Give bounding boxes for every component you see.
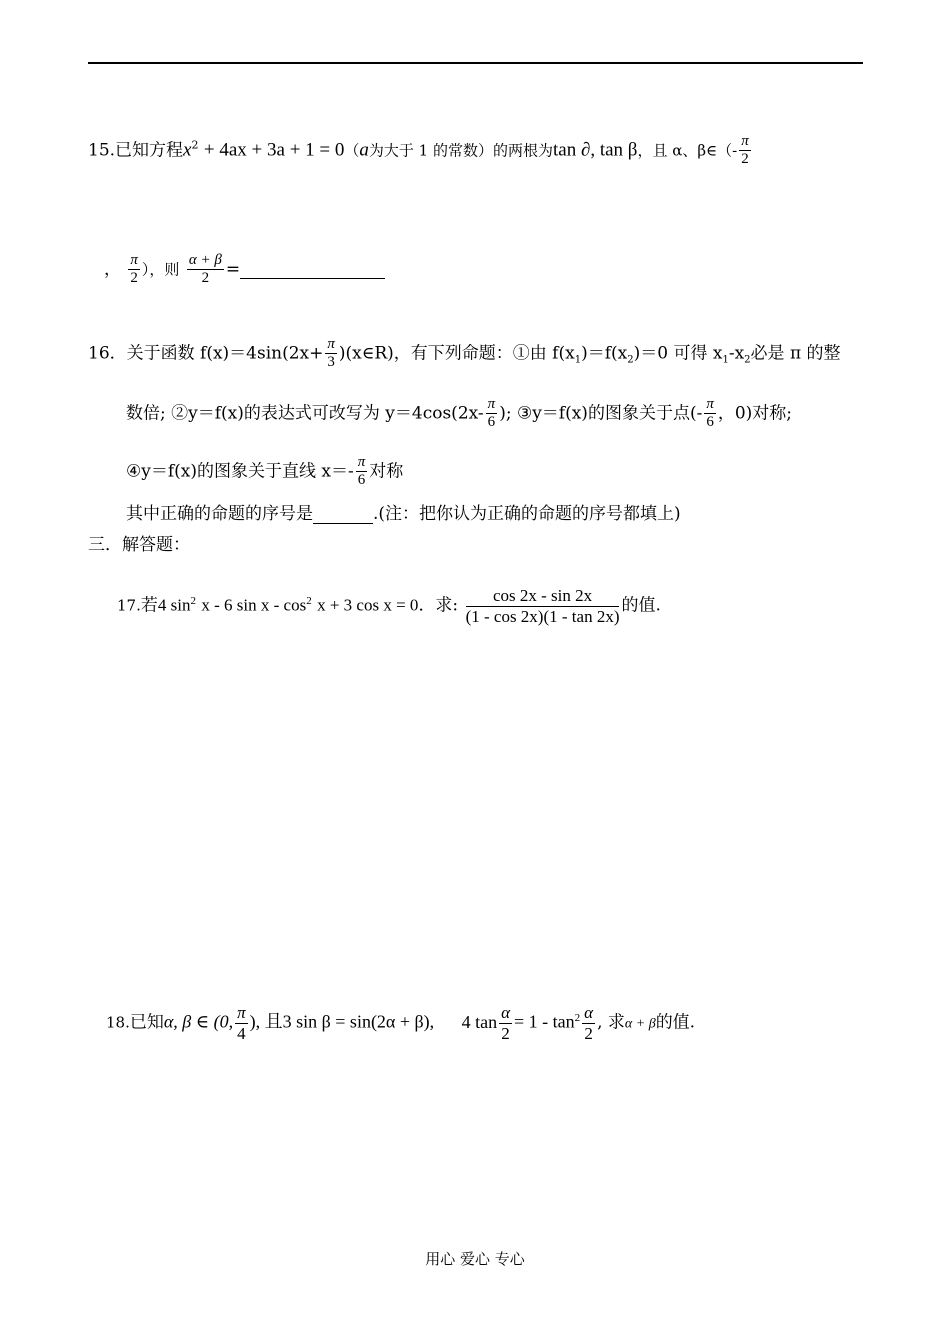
question-text: ); ③y＝f(x)的图象关于点(-	[499, 403, 703, 424]
denominator: 6	[487, 414, 496, 431]
subscript: 2	[627, 354, 634, 366]
question-text: 数倍; ②y＝f(x)的表达式可改写为 y＝4cos(2x-	[126, 403, 484, 424]
question-text: 为大于 1 的常数）的两根为	[368, 141, 553, 160]
question-text: ，0)对称;	[717, 403, 793, 424]
equation: α + β	[624, 1016, 656, 1032]
fraction-pi-over-3	[325, 336, 337, 372]
question-16-line-1	[88, 336, 841, 372]
subscript: 2	[744, 354, 751, 366]
question-18	[106, 1003, 695, 1043]
equals-sign: =	[225, 259, 241, 280]
question-text: 已知方程	[115, 140, 184, 161]
denominator: 2	[501, 1023, 510, 1043]
page-footer: 用心 爱心 专心	[425, 1250, 525, 1268]
numerator: π	[704, 396, 716, 414]
question-text: ），则	[141, 260, 180, 279]
fraction-pi-over-2	[739, 133, 751, 169]
roots-expression: tan ∂, tan β	[552, 139, 638, 161]
answer-blank[interactable]	[313, 506, 373, 524]
equation: x + 3 cos x = 0	[317, 595, 419, 615]
fraction-pi-over-6	[356, 454, 368, 490]
comma: ，	[104, 259, 121, 280]
numerator: α + β	[187, 252, 224, 270]
fraction-pi-over-6	[486, 396, 498, 432]
fraction-alpha-plus-beta-over-2	[187, 252, 224, 288]
numerator: α	[501, 1003, 511, 1022]
question-text: ．求:	[418, 595, 459, 616]
question-text: )(x∈R)，有下列命题：①由 f(x	[338, 343, 575, 364]
equation: α, β ∈ (0,	[163, 1011, 234, 1032]
question-text: ④y＝f(x)的图象关于直线 x＝-	[126, 461, 354, 482]
question-text: 已知	[129, 1012, 164, 1033]
header-rule	[88, 62, 863, 64]
subscript: 1	[722, 354, 729, 366]
denominator: 6	[706, 414, 714, 431]
numerator: π	[356, 454, 368, 472]
question-text: 的值.	[621, 595, 661, 616]
denominator: 4	[237, 1023, 246, 1043]
answer-blank[interactable]	[240, 261, 385, 279]
question-text: 16．关于函数 f(x)＝4sin(2x+	[88, 343, 324, 364]
question-16-line-2	[126, 396, 792, 432]
fraction-pi-over-6	[704, 396, 716, 432]
numerator: π	[486, 396, 498, 414]
numerator: π	[237, 1003, 246, 1022]
question-text: ，且 α、β∈（-	[637, 141, 738, 160]
question-number: 17.	[117, 596, 141, 615]
equation: = 1 - tan	[514, 1011, 575, 1032]
fraction-expression	[466, 586, 620, 626]
equation: 4 tan	[461, 1011, 498, 1032]
denominator: 2	[130, 270, 138, 287]
equation: x - 6 sin x - cos	[201, 595, 307, 615]
question-16-line-3	[126, 454, 403, 490]
denominator: 2	[584, 1023, 593, 1043]
question-15-line-1	[88, 133, 753, 169]
equation: 4 sin	[157, 595, 191, 615]
equation-variable: x	[183, 139, 192, 161]
denominator: 2	[201, 270, 210, 287]
question-16-line-4	[126, 506, 681, 524]
question-text: , 求	[597, 1012, 625, 1033]
denominator: 3	[327, 354, 335, 371]
fraction-pi-over-4	[235, 1003, 248, 1043]
numerator: cos 2x - sin 2x	[466, 586, 620, 607]
exponent: 2	[306, 594, 312, 607]
question-text: 的值.	[655, 1012, 696, 1033]
question-text: .(注：把你认为正确的命题的序号都填上)	[373, 504, 681, 524]
question-text: 若	[140, 595, 158, 616]
exponent: 2	[191, 138, 199, 152]
denominator: 6	[357, 472, 366, 489]
numerator: α	[584, 1003, 594, 1022]
fraction-alpha-over-2	[499, 1003, 512, 1043]
question-text: 对称	[369, 461, 404, 482]
question-number: 15.	[88, 140, 116, 161]
equation: + 4ax + 3a + 1 = 0	[203, 139, 345, 161]
question-number: 18.	[106, 1013, 130, 1032]
question-text: 其中正确的命题的序号是	[126, 504, 313, 524]
numerator: π	[325, 336, 337, 354]
exponent: 2	[574, 1011, 581, 1024]
subscript: 1	[574, 354, 582, 366]
question-text: )＝0 可得 x	[633, 343, 723, 364]
equation-variable: a	[359, 139, 369, 161]
fraction-alpha-over-2	[582, 1003, 595, 1043]
paren: （	[344, 141, 360, 160]
numerator: π	[741, 133, 749, 149]
denominator: 2	[739, 150, 751, 168]
question-text: -x	[728, 343, 745, 364]
question-15-line-2	[104, 252, 385, 288]
question-17	[117, 586, 661, 626]
question-text: )＝f(x	[581, 343, 628, 364]
denominator: (1 - cos 2x)(1 - tan 2x)	[465, 606, 620, 626]
question-text: 必是 π 的整	[750, 343, 841, 364]
section-heading: 三．解答题：	[88, 535, 190, 555]
exponent: 2	[190, 594, 196, 607]
fraction-pi-over-2	[128, 252, 140, 288]
equation: ), 且3 sin β = sin(2α + β),	[249, 1011, 435, 1032]
numerator: π	[128, 252, 140, 270]
